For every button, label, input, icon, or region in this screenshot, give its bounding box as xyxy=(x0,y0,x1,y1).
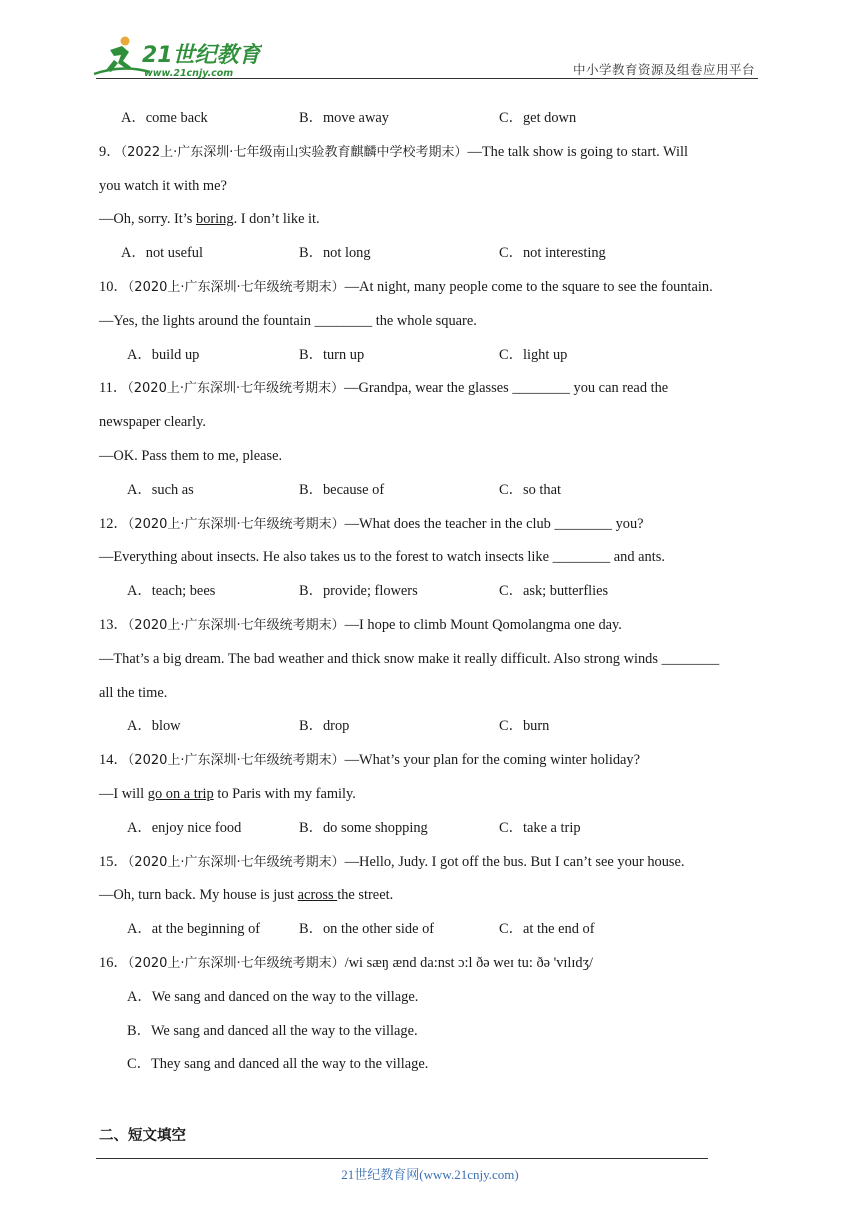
q13-options xyxy=(99,710,764,744)
underlined-word: across xyxy=(297,887,338,904)
question-text: —I hope to climb Mount Qomolangma one day. xyxy=(344,616,622,633)
question-source: （2022上·广东深圳·七年级南山实验教育麒麟中学校考期末） xyxy=(120,144,468,160)
question-source: （2020上·广东深圳·七年级统考期末） xyxy=(127,753,345,769)
question-number: 11． xyxy=(99,380,128,397)
text: —Oh, sorry. It’s xyxy=(99,211,196,228)
question-source: （2020上·广东深圳·七年级统考期末） xyxy=(127,955,345,971)
q15-stem-line2 xyxy=(99,879,764,913)
q12-options xyxy=(99,575,764,609)
q11-stem-line1 xyxy=(99,372,764,406)
q9-stem-line3 xyxy=(99,203,764,237)
q15-stem-line1 xyxy=(99,846,764,880)
question-number: 16． xyxy=(99,954,128,971)
q10-options xyxy=(99,339,764,373)
question-number: 10． xyxy=(99,278,128,295)
option-c: C．at the end of xyxy=(499,921,595,938)
question-number: 9． xyxy=(99,143,121,160)
question-number: 15． xyxy=(99,853,128,870)
underlined-word: boring xyxy=(196,211,234,228)
q13-stem-line2: —That’s a big dream. The bad weather and thick snow make it really difficult. Also strong winds ________ xyxy=(99,650,720,667)
question-number: 14． xyxy=(99,752,128,769)
option-a: A．We sang and danced on the way to the village. xyxy=(127,988,419,1005)
option-a: A．come back xyxy=(121,110,208,126)
page-header xyxy=(0,0,860,90)
option-a: A．teach; bees xyxy=(127,583,216,600)
question-text: —What does the teacher in the club ________ you? xyxy=(344,515,644,532)
text: —I will xyxy=(99,785,148,802)
question-text: —At night, many people come to the square to see the fountain. xyxy=(344,278,713,295)
q14-options xyxy=(99,812,764,846)
q12-stem-line1 xyxy=(99,508,764,542)
logo-url: www.21cnjy.com xyxy=(144,68,234,79)
option-a: A．such as xyxy=(127,481,194,498)
logo-text: 21世纪教育 xyxy=(142,43,261,68)
question-source: （2020上·广东深圳·七年级统考期末） xyxy=(127,381,345,397)
q16-option-c xyxy=(99,1048,764,1082)
option-b: B．because of xyxy=(299,481,385,498)
q12-stem-line2: —Everything about insects. He also takes us to the forest to watch insects like ________ and ants. xyxy=(99,549,665,566)
option-a: A．blow xyxy=(127,718,181,735)
site-logo xyxy=(92,34,262,80)
option-b: B．move away xyxy=(299,110,389,126)
page-footer: 21世纪教育网(www.21cnjy.com) xyxy=(341,1167,519,1182)
option-b: B．drop xyxy=(299,718,350,735)
option-a: A．build up xyxy=(127,346,200,363)
option-c: C．burn xyxy=(499,718,550,735)
underlined-phrase: go on a trip xyxy=(147,785,214,802)
text: . I don’t like it. xyxy=(233,211,320,228)
q9-options xyxy=(99,237,764,271)
q10-stem-line1 xyxy=(99,271,764,305)
option-c: C．ask; butterflies xyxy=(499,583,609,600)
q13-stem-line1 xyxy=(99,609,764,643)
question-source: （2020上·广东深圳·七年级统考期末） xyxy=(127,854,345,870)
question-source: （2020上·广东深圳·七年级统考期末） xyxy=(127,617,345,633)
q8-options xyxy=(99,102,764,136)
q14-stem-line1 xyxy=(99,744,764,778)
option-c: C．take a trip xyxy=(499,819,581,836)
question-source: （2020上·广东深圳·七年级统考期末） xyxy=(127,516,345,532)
option-b: B．on the other side of xyxy=(299,921,435,938)
option-c: C．so that xyxy=(499,481,561,498)
section-title: 二、短文填空 xyxy=(99,1128,186,1144)
option-a: A．not useful xyxy=(121,245,203,262)
option-c: C．light up xyxy=(499,346,568,363)
q15-options xyxy=(99,913,764,947)
option-c: C．get down xyxy=(499,110,577,126)
q10-stem-line2: —Yes, the lights around the fountain ________ the whole square. xyxy=(99,312,477,329)
q11-options xyxy=(99,474,764,508)
text: —Oh, turn back. My house is just xyxy=(99,887,298,904)
q16-stem-line1 xyxy=(99,947,764,981)
question-text: —Hello, Judy. I got off the bus. But I can’t see your house. xyxy=(344,853,685,870)
question-text: /wi sæŋ ænd da:nst ɔ:l ðə weɪ tu: ðə 'vɪlɪdʒ/ xyxy=(344,954,593,971)
q11-stem-line3: —OK. Pass them to me, please. xyxy=(99,447,283,464)
text: the street. xyxy=(337,887,394,904)
q9-stem-line2: you watch it with me? xyxy=(99,177,227,194)
q9-stem-line1 xyxy=(99,136,764,170)
question-source: （2020上·广东深圳·七年级统考期末） xyxy=(127,279,345,295)
option-c: C．They sang and danced all the way to the village. xyxy=(127,1056,429,1073)
q16-option-a xyxy=(99,981,764,1015)
q13-stem-line3: all the time. xyxy=(99,684,168,701)
footer-divider xyxy=(96,1158,708,1159)
question-text: —Grandpa, wear the glasses ________ you can read the xyxy=(344,380,669,397)
question-list xyxy=(99,102,764,1082)
platform-label: 中小学教育资源及组卷应用平台 xyxy=(572,62,755,77)
option-b: B．not long xyxy=(299,245,371,262)
option-b: B．We sang and danced all the way to the village. xyxy=(127,1022,418,1039)
option-a: A．at the beginning of xyxy=(127,921,261,938)
option-c: C．not interesting xyxy=(499,245,606,262)
q11-stem-line2: newspaper clearly. xyxy=(99,414,206,431)
option-b: B．do some shopping xyxy=(299,819,428,836)
header-divider xyxy=(96,78,758,79)
question-text: —The talk show is going to start. Will xyxy=(467,143,689,160)
text: to Paris with my family. xyxy=(213,785,356,802)
question-text: —What’s your plan for the coming winter holiday? xyxy=(344,752,640,769)
option-a: A．enjoy nice food xyxy=(127,819,242,836)
option-b: B．provide; flowers xyxy=(299,583,418,600)
option-b: B．turn up xyxy=(299,346,365,363)
question-number: 12． xyxy=(99,515,128,532)
question-number: 13． xyxy=(99,616,128,633)
q16-option-b xyxy=(99,1015,764,1049)
q14-stem-line2 xyxy=(99,778,764,812)
